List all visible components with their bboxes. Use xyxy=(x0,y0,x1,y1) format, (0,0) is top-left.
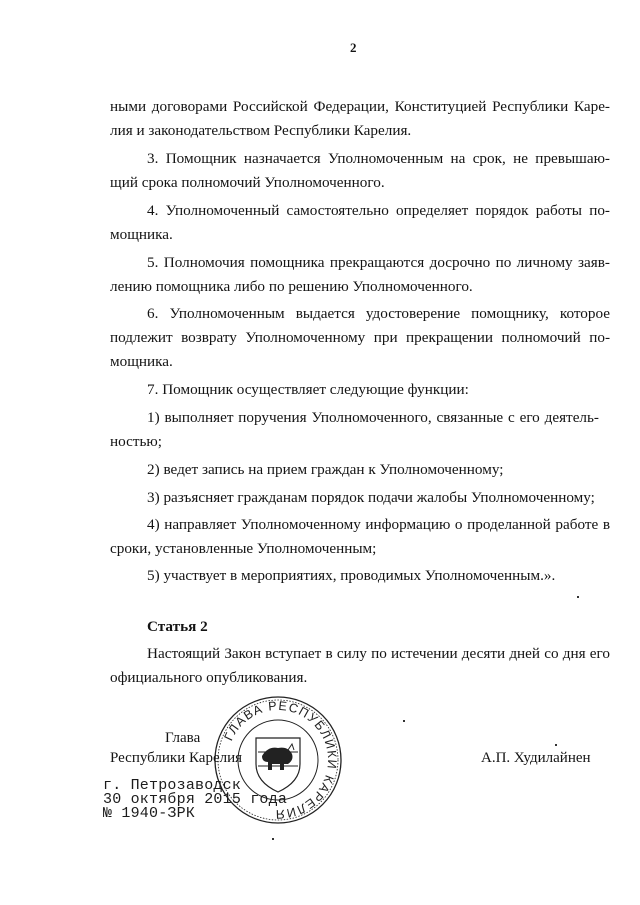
text-line: мощника. xyxy=(110,353,173,370)
text-line: 2) ведет запись на прием граждан к Уполномоченному; xyxy=(147,461,504,478)
text-line: щий срока полномочий Уполномоченного. xyxy=(110,174,385,191)
signature-title-line1: Глава xyxy=(165,730,201,746)
page-number: 2 xyxy=(350,40,357,55)
stamp-date: 30 октября 2015 года xyxy=(103,791,288,808)
text-line: 6. Уполномоченным выдается удостоверение помощнику, которое xyxy=(147,305,610,322)
text-line: подлежит возврату Уполномоченному при прекращении полномочий по- xyxy=(110,329,610,346)
text-line: 4. Уполномоченный самостоятельно определяет порядок работы по- xyxy=(147,202,610,219)
speck xyxy=(555,744,557,746)
text-line: лия и законодательством Республики Карелия. xyxy=(110,122,412,139)
article-heading: Статья 2 xyxy=(147,618,208,635)
text-line: 3) разъясняет гражданам порядок подачи жалобы Уполномоченному; xyxy=(147,489,595,506)
speck xyxy=(272,838,274,840)
text-line: мощника. xyxy=(110,226,173,243)
signature-name: А.П. Худилайнен xyxy=(481,750,591,766)
signature-title-line2: Республики Карелия xyxy=(110,750,243,766)
text-line: официального опубликования. xyxy=(110,669,308,686)
text-line: 5. Полномочия помощника прекращаются досрочно по личному заяв- xyxy=(147,254,610,271)
speck xyxy=(403,720,405,722)
text-line: 5) участвует в мероприятиях, проводимых Уполномоченным.». xyxy=(147,567,556,584)
text-line: 3. Помощник назначается Уполномоченным на срок, не превышаю- xyxy=(147,150,610,167)
speck xyxy=(577,596,579,598)
stamp-place: г. Петрозаводск xyxy=(103,777,242,794)
text-line: 7. Помощник осуществляет следующие функции: xyxy=(147,381,469,398)
text-line: ностью; xyxy=(110,433,162,450)
text-line: 1) выполняет поручения Уполномоченного, связанные с его деятель- xyxy=(147,409,599,426)
seal-text: ГЛАВА РЕСПУБЛИКИ КАРЕЛИЯ xyxy=(221,698,340,822)
text-line: 4) направляет Уполномоченному информацию о проделанной работе в xyxy=(147,516,610,533)
text-line: Настоящий Закон вступает в силу по истечении десяти дней со дня его xyxy=(147,645,610,662)
text-line: ными договорами Российской Федерации, Конституцией Республики Каре- xyxy=(110,98,610,115)
text-line: сроки, установленные Уполномоченным; xyxy=(110,540,377,557)
text-line: лению помощника либо по решению Уполномоченного. xyxy=(110,278,473,295)
stamp-number: № 1940-ЗРК xyxy=(103,805,196,822)
